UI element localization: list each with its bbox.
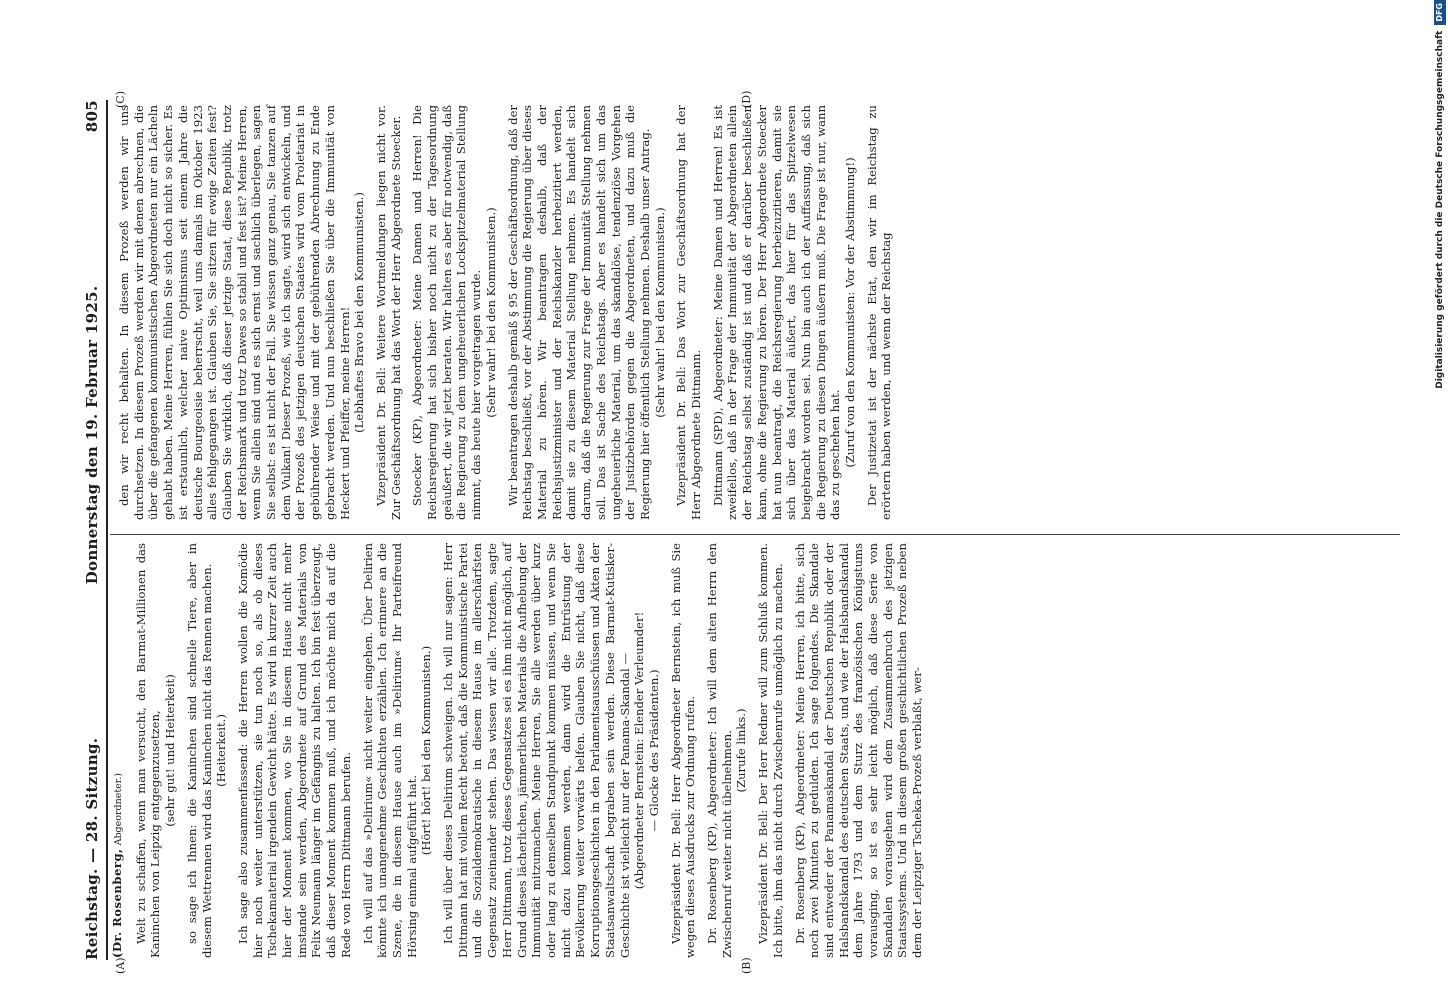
- header-date: Donnerstag den 19. Februar 1925.: [83, 285, 101, 585]
- paragraph: Dr. Rosenberg (KP), Abgeordneter: Meine Herren, ich bitte, sich noch zwei Minuten zu gedulden. Ich sage folgendes. Die Skandale sind entweder der Panamaskandal der Deutschen Republik oder der Halsbandskandal des deutschen Staats, und wie der Halsbandskandal dem Jahre 1793 und dem Sturz des französischen Königstums vorausging, so ist es sehr leicht möglich, daß diese Serie von Skandalen vorausgehen wird dem Zusammenbruch des jetzigen Staatssystems. Und in diesem großen geschichtlichen Prozeß neben dem der Leipziger Tscheka-Prozeß verblaßt, wer-: [792, 543, 925, 958]
- interjection: (Abgeordneter Bernstein: Elender Verleumder!: [632, 611, 647, 890]
- interjection: (Heiterkeit.): [214, 714, 229, 787]
- page-number: 805: [83, 100, 101, 133]
- margin-marker-c: (C): [114, 91, 127, 108]
- column-divider: [110, 534, 1400, 535]
- paragraph: Ich sage also zusammenfassend: die Herren wollen die Komödie hier noch weiter unterstützen, sie tun noch so, als ob dieses Tschekamaterial irgendein Gewicht hätte. Es wird in kurzer Zeit auch hier der Moment kommen, wo Sie in diesem Hause nicht mehr imstande sein werden, Abgeordnete auf Grund des Materials von Felix Neumann länger im Gefängnis zu halten. Ich bin fest überzeugt, daß dieser Moment kommen muß, und ich möchte mich da auf die Rede von Herrn Dittmann berufen.: [235, 543, 353, 958]
- speaker-name: (Dr. Rosenberg,: [110, 848, 124, 958]
- paragraph: Vizepräsident Dr. Bell: Weitere Wortmeldungen liegen nicht vor. Zur Geschäftsordnung hat das Wort der Herr Abgeordnete Stoecker.: [373, 105, 403, 520]
- header-rule: [106, 100, 108, 960]
- paragraph: Vizepräsident Dr. Bell: Der Herr Redner will zum Schluß kommen. Ich bitte, ihm das nicht durch Zwischenrufe unmöglich zu machen.: [756, 543, 785, 958]
- interjection: (Zurufe links.): [734, 708, 749, 793]
- dfg-credit: [1432, 0, 1448, 990]
- text-column-left: [110, 543, 1400, 958]
- interjection: (Hört! hört! bei den Kommunisten.): [419, 645, 434, 856]
- text-column-right: [110, 105, 1400, 520]
- paragraph: Dittmann (SPD), Abgeordneter: Meine Damen und Herren! Es ist zweifellos, daß in der Frage der Immunität der Abgeordneten allein der Reichstag selbst zuständig ist und daß er darüber beschließen kann, ohne die Regierung zu hören. Der Herr Abgeordnete Stoecker hat nun beantragt, die Reichsregierung herbeizuzitieren, damit sie sich über das Material äußert, das hier für das Spitzelwesen beigebracht worden sei. Nun bin auch ich der Auffassung, daß sich die Regierung zu diesen Dingen äußern muß. Die Frage ist nur, wann das zu geschehen hat.: [710, 105, 843, 520]
- page-header: [80, 100, 104, 960]
- interjection: (Lebhaftes Bravo bei den Kommunisten.): [352, 192, 367, 433]
- paragraph: so sage ich Ihnen: die Kaninchen sind schnelle Tiere, aber in diesem Wettrennen wird das Kaninchen nicht das Rennen machen.: [184, 543, 214, 958]
- paragraph: Vizepräsident Dr. Bell: Herr Abgeordneter Bernstein, ich muß Sie wegen dieses Ausdrucks zur Ordnung rufen.: [668, 543, 698, 958]
- paragraph: Der Justizetat ist der nächste Etat, den wir im Reichstag zu erörtern haben werden, und wenn der Reichstag: [864, 105, 894, 520]
- header-session: Reichstag. — 28. Sitzung.: [83, 737, 101, 960]
- paragraph: Ich will auf das »Delirium« nicht weiter eingehen. Über Delirien könnte ich unangenehme Geschichten erzählen. Ich erinnere an die Szene, die in diesem Hause auch im »Delirium« Ihr Parteifreund Hörsing einmal aufgeführt hat.: [360, 543, 419, 958]
- speaker-line: [110, 543, 127, 958]
- paragraph: Ich will über dieses Delirium schweigen. Ich will nur sagen: Herr Dittmann hat mit vollem Recht betont, daß die Kommunistische Partei und die Sozialdemokratische in diesem Hause im allerschärfsten Gegensatz zueinander stehen. Das wissen wir alle. Trotzdem, sagte Herr Dittmann, trotz dieses Gegensatzes sei es ihm nicht möglich, auf Grund dieses lächerlichen, jämmerlichen Materials die Aufhebung der Immunität mitzumachen. Meine Herren, Sie alle werden über kurz oder lang zu demselben Standpunkt kommen müssen, und wenn Sie nicht dazu kommen werden, dann wird die Entrüstung der Bevölkerung weiter vorwärts helfen. Glauben Sie nicht, daß diese Korruptionsgeschichten in den Parlamentsausschüssen und Akten der Staatsanwaltschaft begraben sein werden. Diese Barmat-Kutisker-Geschichte ist vielleicht nur der Panama-Skandal —: [441, 543, 632, 958]
- speaker-role: Abgeordneter.): [113, 772, 124, 849]
- interjection: (Zuruf von den Kommunisten: Vor der Abstimmung!): [843, 157, 858, 468]
- paragraph: Wir beantragen deshalb gemäß § 95 der Geschäftsordnung, daß der Reichstag beschließt, vor der Abstimmung die Regierung über dieses Material zu hören. Wir beantragen deshalb, daß der Reichsjustizminister und der Reichskanzler herbeizitiert werden, damit sie zu diesem Material Stellung nehmen. Es handelt sich darum, daß die Regierung zur Frage der Immunität Stellung nehmen soll. Das ist Sache des Reichstags. Aber es handelt sich um das ungeheuerliche Material, um das skandalöse, tendenziöse Vorgehen der Justizbehörden gegen die Abgeordneten, und dazu muß die Regierung hier öffentlich Stellung nehmen. Deshalb unser Antrag.: [505, 105, 652, 520]
- interjection: (Sehr wahr! bei den Kommunisten.): [652, 207, 667, 418]
- paragraph: Dr. Rosenberg (KP), Abgeordneter: Ich will dem alten Herrn den Zwischenruf weiter nicht übelnehmen.: [705, 543, 734, 958]
- margin-marker-a: (A): [114, 957, 127, 974]
- interjection: (Sehr wahr! bei den Kommunisten.): [483, 207, 498, 418]
- scanned-page: [80, 90, 1410, 974]
- paragraph: Welt zu schaffen, wenn man versucht, den Barmat-Millionen das Kaninchen von Leipzig entgegenzusetzen,: [133, 543, 163, 958]
- margin-marker-d: (D): [740, 90, 753, 108]
- interjection: — Glocke des Präsidenten.): [646, 669, 661, 832]
- dfg-logo: DFG: [1434, 0, 1446, 25]
- credit-text: Digitalisierung gefördert durch die Deutsche Forschungsgemeinschaft: [1435, 30, 1445, 389]
- paragraph: den wir recht behalten. In diesem Prozeß werden wir uns durchsetzen. In diesem Prozeß werden wir mit denen abrechnen, die über die gefangenen kommunistischen Abgeordneten nur ein Lächeln gehabt haben. Meine Herren, fühlen Sie sich doch nicht so sicher. Es ist erstaunlich, welcher naive Optimismus seit einem Jahre die deutsche Bourgeoisie beherrscht, weil uns damals im Oktober 1923 alles fehlgegangen ist. Glauben Sie, Sie sitzen für ewige Zeiten fest? Glauben Sie wirklich, daß dieser jetzige Staat, diese Republik, trotz der Reichsmark und trotz Dawes so stabil und fest ist? Meine Herren, wenn Sie allein sind und es sich ernst und sachlich überlegen, sagen Sie selbst: es ist nicht der Fall. Sie wissen ganz genau, Sie tanzen auf dem Vulkan! Dieser Prozeß, wie ich sagte, wird sich entwickeln, und der Prozeß des jetzigen deutschen Staates wird vom Proletariat in gebührender Weise und mit der gebührenden Abrechnung zu Ende gebracht werden. Und nun beschließen Sie über die Immunität von Heckert und Pfeiffer, meine Herren!: [117, 105, 352, 520]
- margin-marker-b: (B): [740, 957, 753, 974]
- paragraph: Stoecker (KP), Abgeordneter: Meine Damen und Herren! Die Reichsregierung hat sich bisher noch nicht zu der Tagesordnung geäußert, die wir jetzt beraten. Wir halten es aber für notwendig, daß die Regierung zu dem ungeheuerlichen Lockspitzelmaterial Stellung nimmt, das heute hier vorgetragen wurde.: [410, 105, 484, 520]
- paragraph: Vizepräsident Dr. Bell: Das Wort zur Geschäftsordnung hat der Herr Abgeordnete Dittmann.: [674, 105, 704, 520]
- interjection: (sehr gut! und Heiterkeit): [163, 674, 178, 827]
